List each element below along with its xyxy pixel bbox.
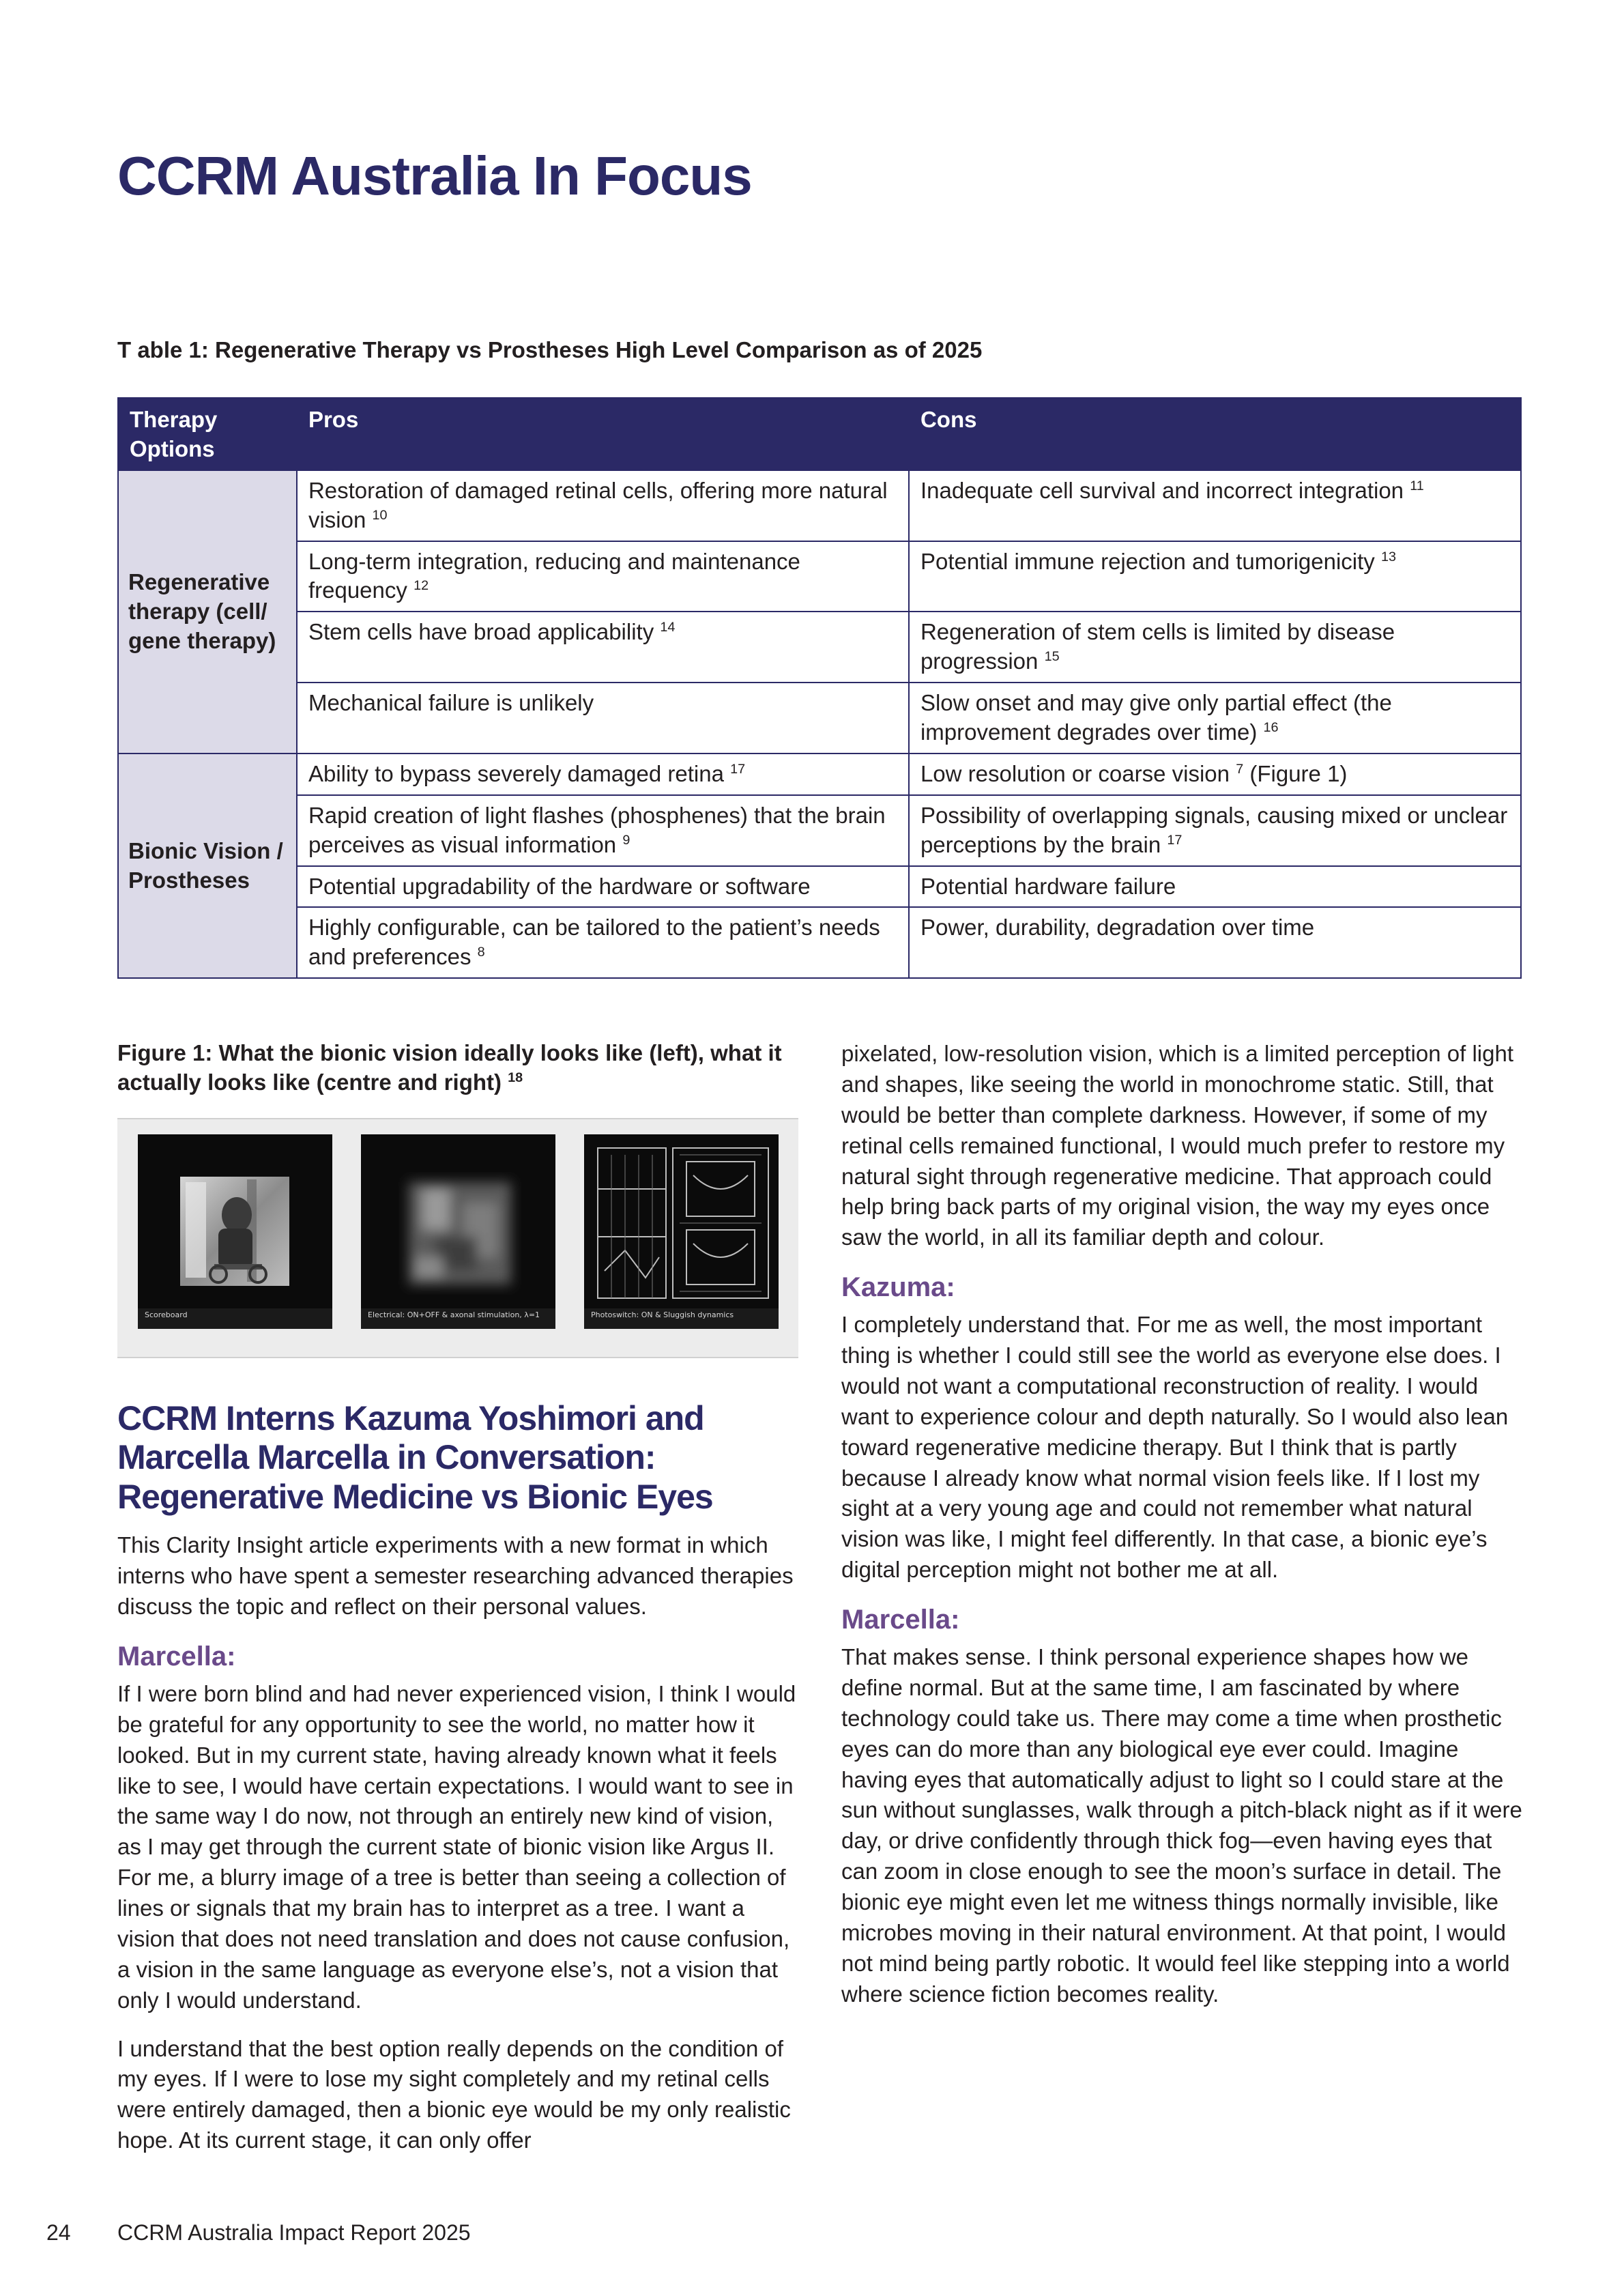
con-text: Potential hardware failure (920, 873, 1176, 899)
reference-marker: 7 (1236, 761, 1244, 777)
con-cell (909, 907, 1521, 978)
right-column (841, 1039, 1524, 2028)
electrical-stimulation-panel (361, 1134, 555, 1329)
reference-marker: 13 (1380, 549, 1396, 564)
table-row (118, 754, 1521, 795)
reference-marker: 17 (1167, 832, 1183, 848)
pro-cell (297, 612, 909, 683)
ideal-vision-image (138, 1134, 332, 1329)
pro-text: Mechanical failure is unlikely (308, 690, 594, 716)
reference-marker: 8 (477, 945, 485, 960)
pro-cell (297, 754, 909, 795)
article-heading: CCRM Interns Kazuma Yoshimori and Marcella Marcella in Conversation: Regenerative Medicine vs Bionic Eyes (117, 1398, 713, 1516)
con-cell (909, 866, 1521, 908)
marcella-paragraph-3: That makes sense. I think personal experience shapes how we define normal. But at the same time, I am fascinated by where technology could take us. There may come a time when prosthetic eyes can do more than any biological eye ever could. Imagine having eyes that automatically adjust to light so I could stare at the sun without sunglasses, walk through a pitch-black night as if it were day, or drive confidently through thick fog—even having eyes that can zoom in close enough to see the moon’s surface in detail. The bionic eye might even let me witness things normally invisible, like microbes moving in their natural environment. At that point, I would not mind being partly robotic. It would feel like stepping into a world where science fiction becomes reality. (841, 1644, 1522, 2007)
table-row (118, 612, 1521, 683)
figure-reference: (Figure 1) (1243, 760, 1348, 786)
pro-text: Long-term integration, reducing and maintenance frequency (308, 548, 800, 603)
speaker-label-marcella: Marcella: (841, 1605, 960, 1635)
header-cons: Cons (909, 398, 1521, 470)
pro-text: Highly configurable, can be tailored to the patient’s needs and preferences (308, 915, 880, 970)
reference-marker: 18 (508, 1070, 523, 1085)
pro-cell (297, 470, 909, 541)
photoswitch-image (584, 1134, 779, 1329)
con-text: Potential immune rejection and tumorigenicity (920, 548, 1375, 574)
footer-text: CCRM Australia Impact Report 2025 (117, 2220, 471, 2245)
article-intro: This Clarity Insight article experiments with a new format in which interns who have spent a semester researching advanced therapies discuss the topic and reflect on their personal values. (117, 1532, 794, 1620)
marcella-paragraph-2-continued: pixelated, low-resolution vision, which is a limited perception of light and shapes, like seeing the world in monochrome static. Still, that would be better than complete darkness. However, if some of my retinal cells remained functional, I would much prefer to restore my natural sight through regenerative medicine. That approach could help bring back parts of my original vision, the way my eyes once saw the world, in all its familiar depth and colour. (841, 1041, 1513, 1250)
con-text: Power, durability, degradation over time (920, 915, 1315, 941)
pro-cell (297, 866, 909, 908)
page-number: 24 (46, 2220, 71, 2245)
con-text: Regeneration of stem cells is limited by disease progression (920, 619, 1395, 674)
kazuma-paragraph-1: I completely understand that. For me as well, the most important thing is whether I could still see the world as everyone else does. I would not want a computational reconstruction of reality. I would want to experience colour and depth naturally. So I would also lean toward regenerative medicine therapy. But I think that is partly because I already know what normal vision feels like. If I lost my sight at a very young age and could not remember what natural vision was like, I might feel differently. In that case, a bionic eye’s digital perception might not bother me at all. (841, 1312, 1509, 1583)
pro-text: Rapid creation of light flashes (phosphenes) that the brain perceives as visual information (308, 802, 886, 857)
reference-marker: 16 (1263, 720, 1279, 736)
photoswitch-panel (584, 1134, 779, 1329)
page-footer (46, 2220, 471, 2245)
speaker-label-marcella: Marcella: (117, 1641, 236, 1671)
header-pros: Pros (297, 398, 909, 470)
pro-text: Stem cells have broad applicability (308, 619, 654, 645)
con-text: Inadequate cell survival and incorrect integration (920, 477, 1404, 503)
group-label-regenerative: Regenerative therapy (cell/ gene therapy) (118, 470, 297, 754)
pro-cell (297, 795, 909, 866)
reference-marker: 12 (414, 578, 429, 594)
pro-text: Restoration of damaged retinal cells, offering more natural vision (308, 477, 888, 532)
table-row (118, 866, 1521, 908)
con-cell (909, 754, 1521, 795)
comparison-table (117, 397, 1522, 979)
group-label-bionic: Bionic Vision / Prostheses (118, 754, 297, 978)
reference-marker: 10 (372, 507, 388, 523)
table-row (118, 470, 1521, 541)
panel-label: Electrical: ON+OFF & axonal stimulation, λ=1 (368, 1310, 540, 1319)
table-row (118, 541, 1521, 612)
reference-marker: 15 (1044, 649, 1060, 665)
con-text: Slow onset and may give only partial effect (the improvement degrades over time) (920, 690, 1392, 745)
figure-caption (117, 1039, 800, 1097)
figure-caption-text: Figure 1: What the bionic vision ideally looks like (left), what it actually looks like (centre and right) (117, 1040, 782, 1095)
header-therapy-options: Therapy Options (118, 398, 297, 470)
con-cell (909, 795, 1521, 866)
reference-marker: 11 (1410, 478, 1424, 493)
con-cell (909, 470, 1521, 541)
electrical-stimulation-image (361, 1134, 555, 1329)
reference-marker: 17 (730, 761, 746, 777)
pro-text: Ability to bypass severely damaged retina (308, 760, 724, 786)
marcella-paragraph-1: If I were born blind and had never experienced vision, I think I would be grateful for any opportunity to see the world, no matter how it looked. But in my current state, having already known what it feels like to see, I would have certain expectations. I would want to see in the same way I do now, not through an entirely new kind of vision, as I may get through the current state of bionic vision like Argus II. For me, a blurry image of a tree is better than seeing a collection of lines or signals that my brain has to interpret as a tree. I want a vision that does not need translation and does not cause confusion, a vision in the same language as everyone else’s, not a vision that only I would understand. (117, 1680, 796, 2013)
pro-cell (297, 683, 909, 754)
marcella-paragraph-2: I understand that the best option really depends on the condition of my eyes. If I were to lose my sight completely and my retinal cells were entirely damaged, then a bionic eye would be my only realistic hope. At its current stage, it can only offer (117, 2035, 791, 2153)
figure-1-image (117, 1118, 798, 1358)
page-title: CCRM Australia In Focus (117, 145, 752, 206)
pro-cell (297, 541, 909, 612)
panel-label: Photoswitch: ON & Sluggish dynamics (591, 1310, 734, 1319)
con-text: Low resolution or coarse vision (920, 760, 1230, 786)
table-header-row (118, 398, 1521, 470)
pro-cell (297, 907, 909, 978)
table-row (118, 683, 1521, 754)
con-text: Possibility of overlapping signals, causing mixed or unclear perceptions by the brain (920, 802, 1508, 857)
reference-marker: 9 (622, 832, 630, 848)
reference-marker: 14 (660, 620, 676, 635)
speaker-label-kazuma: Kazuma: (841, 1272, 955, 1303)
con-cell (909, 683, 1521, 754)
left-column (117, 1039, 800, 2174)
ideal-vision-panel (138, 1134, 332, 1329)
table-row (118, 907, 1521, 978)
panel-label: Scoreboard (145, 1310, 188, 1319)
table-caption: T able 1: Regenerative Therapy vs Prostheses High Level Comparison as of 2025 (117, 337, 983, 362)
con-cell (909, 541, 1521, 612)
table-row (118, 795, 1521, 866)
con-cell (909, 612, 1521, 683)
pro-text: Potential upgradability of the hardware or software (308, 873, 811, 899)
